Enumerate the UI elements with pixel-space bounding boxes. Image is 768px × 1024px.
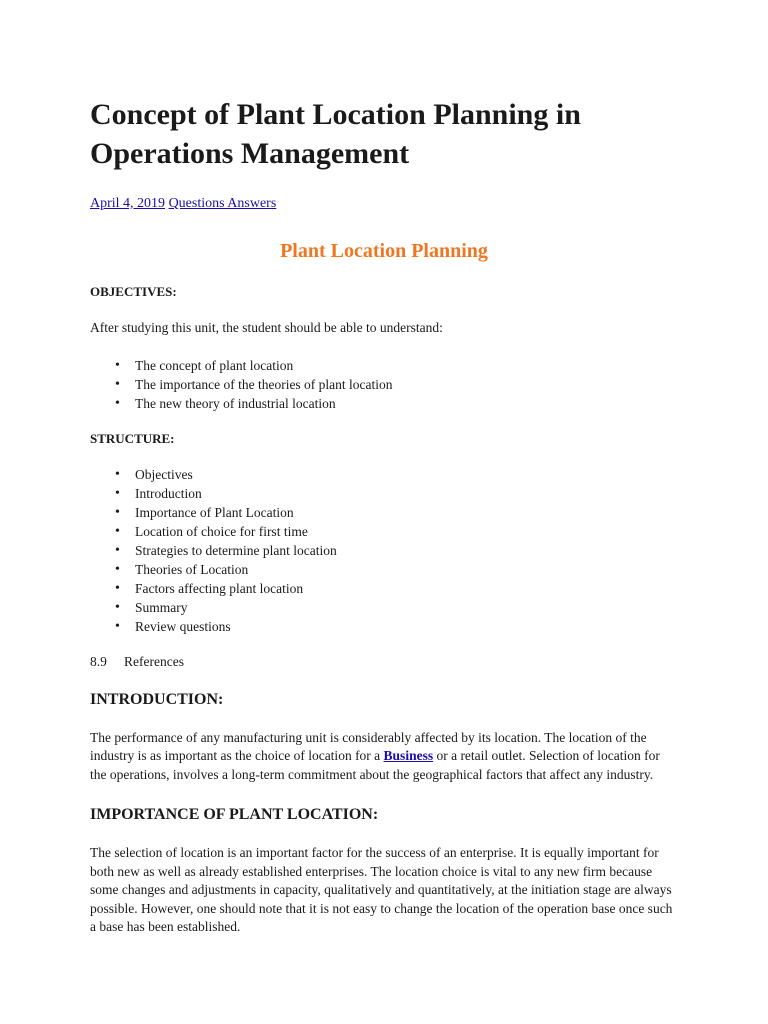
introduction-paragraph bbox=[90, 729, 678, 785]
page-title: Concept of Plant Location Planning in Operations Management bbox=[90, 98, 581, 170]
objectives-label: OBJECTIVES: bbox=[90, 284, 177, 299]
section-title: Plant Location Planning bbox=[280, 240, 488, 262]
list-item: • The new theory of industrial location bbox=[135, 394, 678, 413]
post-meta bbox=[90, 195, 678, 213]
post-date-link[interactable]: April 4, 2019 bbox=[90, 196, 166, 211]
category-link[interactable]: Questions Answers bbox=[168, 196, 277, 211]
objectives-list bbox=[90, 356, 678, 413]
list-item: • Location of choice for first time bbox=[135, 522, 678, 541]
list-item: • Strategies to determine plant location bbox=[135, 541, 678, 560]
structure-list bbox=[90, 465, 678, 636]
references-line bbox=[90, 653, 678, 671]
list-item: • Review questions bbox=[135, 617, 678, 636]
list-item: • Importance of Plant Location bbox=[135, 503, 678, 522]
intro-text-start: The performance of any manufacturing unit is considerably affected by its location. The location of the industry is as important as the choice of location for a bbox=[90, 729, 647, 763]
introduction-heading: INTRODUCTION: bbox=[90, 690, 224, 708]
ref-number: 8.9 bbox=[90, 653, 107, 669]
list-item: • The concept of plant location bbox=[135, 356, 678, 375]
list-item: • Factors affecting plant location bbox=[135, 579, 678, 598]
structure-label: STRUCTURE: bbox=[90, 430, 175, 446]
intro-text-end: or a retail outlet. Selection of location for the operations, involves a long-term commitment about the geographical factors that affect any industry. bbox=[90, 748, 660, 782]
objectives-intro: After studying this unit, the student should be able to understand: bbox=[90, 320, 443, 335]
business-link[interactable]: Business bbox=[383, 748, 434, 763]
list-item: • Introduction bbox=[135, 484, 678, 503]
importance-heading: IMPORTANCE OF PLANT LOCATION: bbox=[90, 806, 379, 823]
list-item: • The importance of the theories of plant location bbox=[135, 375, 678, 394]
ref-label: References bbox=[124, 653, 184, 669]
importance-paragraph: The selection of location is an important factor for the success of an enterprise. It is equally important for both new as well as already established enterprises. The location choice is vital to any new firm because some changes and adjustments in capacity, qualitatively and quantitatively, at the initiation stage are always possible. However, one should note that it is not easy to change the location of the operation base once such a base has been established. bbox=[90, 845, 673, 934]
list-item: • Objectives bbox=[135, 465, 678, 484]
list-item: • Summary bbox=[135, 598, 678, 617]
list-item: • Theories of Location bbox=[135, 560, 678, 579]
